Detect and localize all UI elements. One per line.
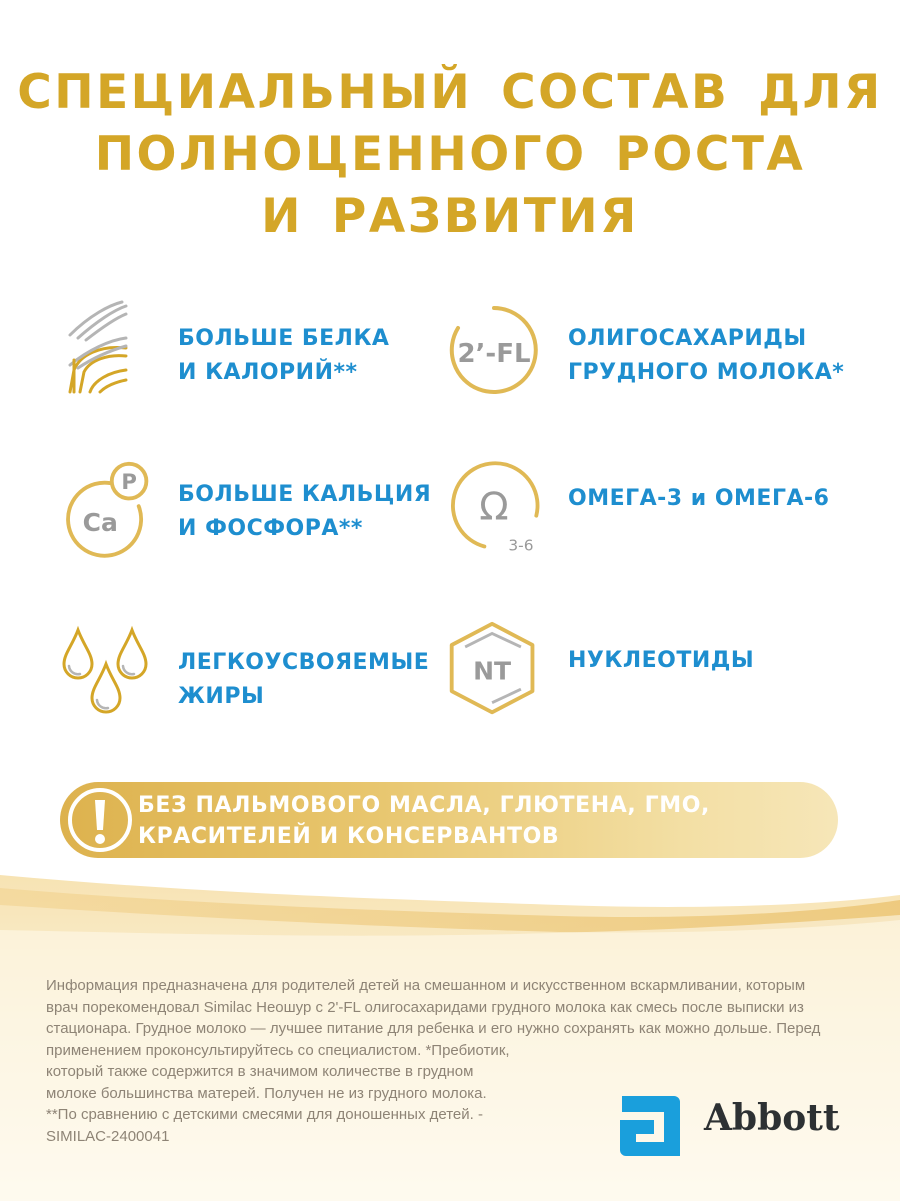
omega-icon-text: Ω [479,484,509,530]
2fl-icon-text: 2’-FL [457,339,531,369]
feature-label: И ФОСФОРА** [178,516,363,541]
disclaimer-line: который также содержится в значимом количестве в грудном [46,1063,474,1080]
feature-label: И КАЛОРИЙ** [178,360,358,385]
feature-label: БОЛЬШЕ КАЛЬЦИЯ [178,482,432,507]
nt-icon-text: NT [473,656,512,686]
feature-label: ЛЕГКОУСВОЯЕМЫЕ [178,650,430,675]
title-line: ПОЛНОЦЕННОГО РОСТА [94,127,806,182]
2fl-circle-icon [444,300,544,400]
feature-label: ЖИРЫ [178,684,265,709]
banner-text: БЕЗ ПАЛЬМОВОГО МАСЛА, ГЛЮТЕНА, ГМО, [138,793,710,818]
feature-label: ОЛИГОСАХАРИДЫ [568,326,807,351]
calcium-icon-text: Ca [82,508,118,538]
phosphorus-icon-text: P [121,468,137,494]
feature-label: ОМЕГА-3 и ОМЕГА-6 [568,486,830,511]
abbott-logo-icon [614,1090,686,1162]
abbott-logo-text: Abbott [704,1097,840,1139]
disclaimer-line: **По сравнению с детскими смесями для доношенных детей. - [46,1106,483,1123]
disclaimer-line: врач порекомендовал Similac Неошур с 2'-FL олигосахаридами грудного молока как смесь после выписки из [46,998,804,1016]
disclaimer-line: стационара. Грудное молоко — лучшее питание для ребенка и его нужно сохранять как можно дольше. Перед [46,1020,821,1037]
nt-hexagon-icon [444,620,544,720]
disclaimer-line: Информация предназначена для родителей детей на смешанном и искусственном вскармливании, которым [46,977,806,994]
feature-label: БОЛЬШЕ БЕЛКА [178,326,390,351]
no-additives-banner [60,782,838,858]
protein-ribbon-icon [60,300,160,400]
disclaimer-line: молоке большинства матерей. Получен не из грудного молока. [46,1084,487,1102]
title-line: И РАЗВИТИЯ [261,189,639,244]
feature-label: ГРУДНОГО МОЛОКА* [568,360,845,385]
title-line: СПЕЦИАЛЬНЫЙ СОСТАВ ДЛЯ [17,65,883,120]
page-title [0,62,900,248]
disclaimer-line: SIMILAC-2400041 [46,1127,170,1145]
banner-text: КРАСИТЕЛЕЙ И КОНСЕРВАНТОВ [138,824,560,849]
omega-icon [444,458,544,558]
omega-icon-subtext: 3-6 [508,536,534,555]
calcium-phosphorus-icon [56,460,156,560]
exclamation-icon [66,786,134,854]
feature-label: НУКЛЕОТИДЫ [568,648,755,673]
droplets-icon [60,618,160,718]
disclaimer-line: применением проконсультируйтесь со специалистом. *Пребиотик, [46,1041,510,1059]
